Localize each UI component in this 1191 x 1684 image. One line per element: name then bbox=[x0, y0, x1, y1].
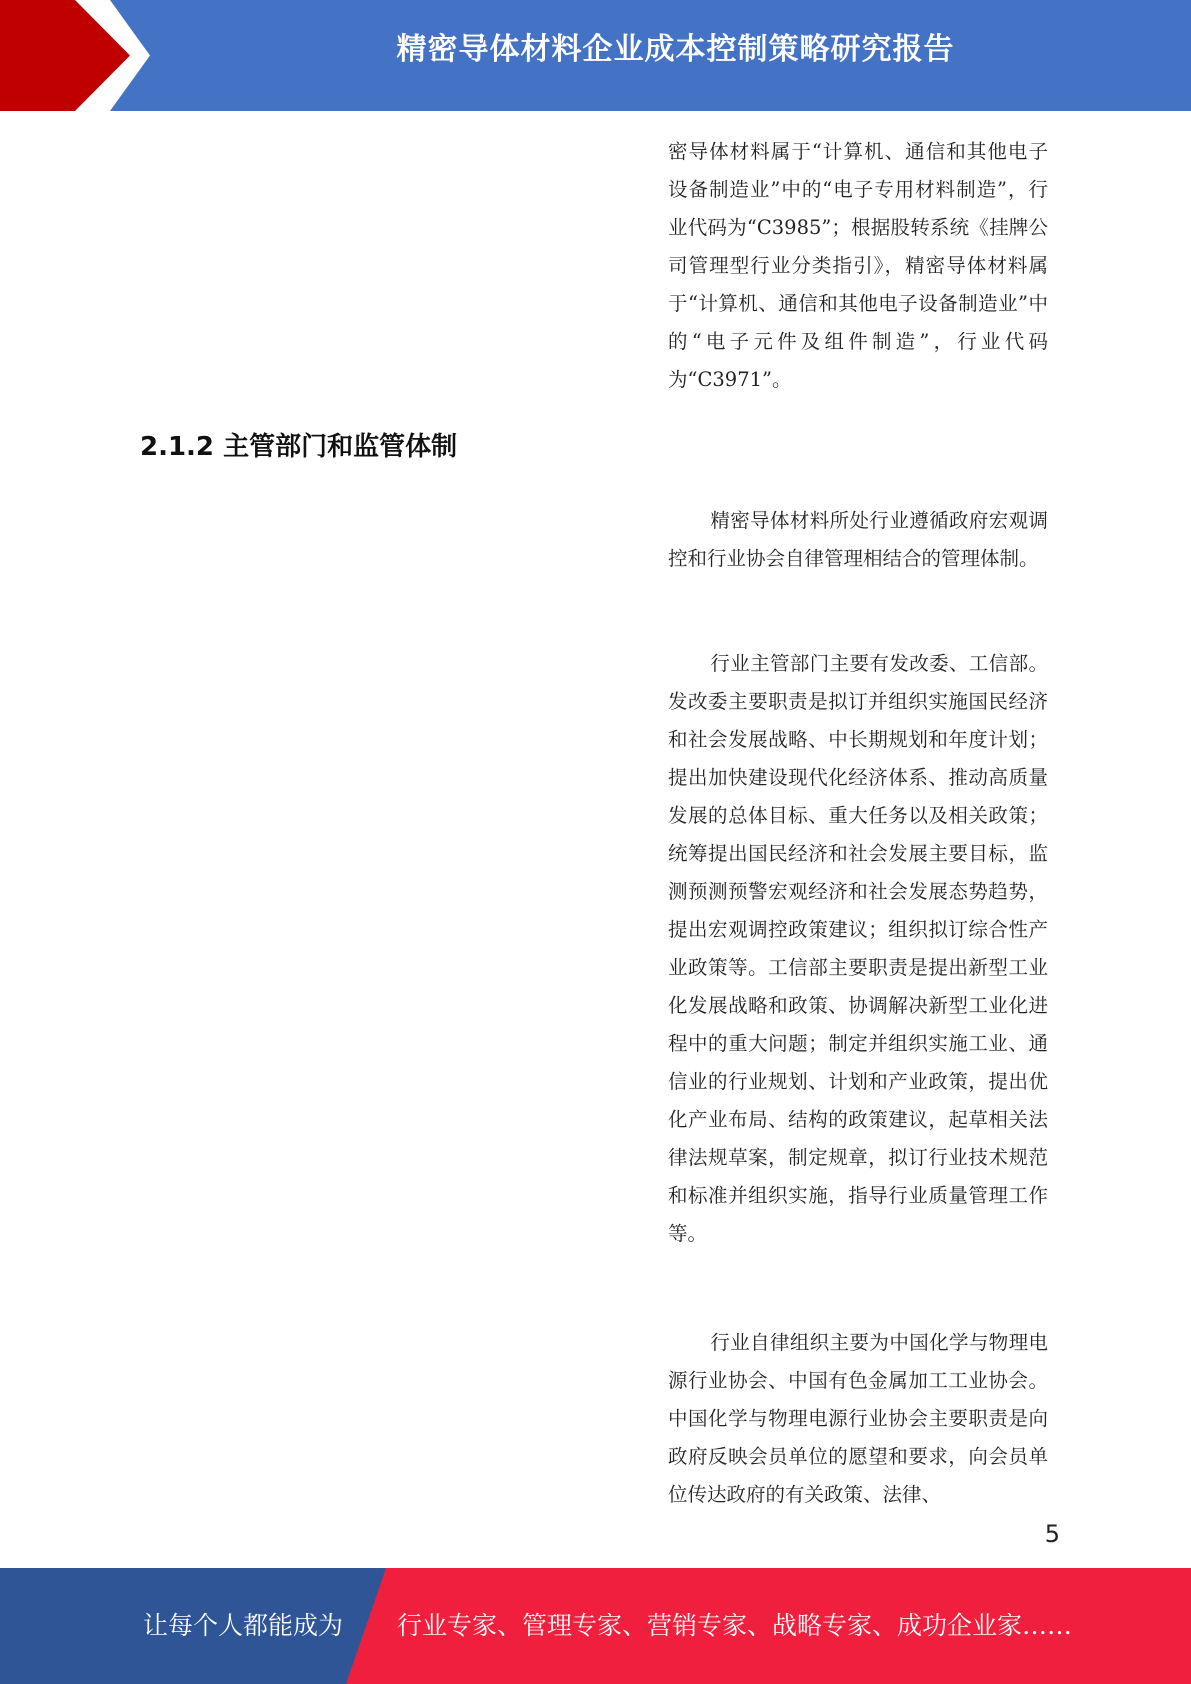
paragraph-authorities bbox=[668, 645, 1048, 1253]
footer-slogan-left: 让每个人都能成为 bbox=[143, 1611, 344, 1640]
page-header bbox=[0, 0, 1191, 111]
page-number: 5 bbox=[1044, 1520, 1060, 1548]
continued-paragraph: 密导体材料属于“计算机、通信和其他电子设备制造业”中的“电子专用材料制造”，行业代码为“C3985”；根据股转系统《挂牌公司管理型行业分类指引》，精密导体材料属于“计算机、通信和其他电子设备制造业”中的“电子元件及组件制造”，行业代码为“C3971”。 bbox=[668, 140, 1048, 391]
paragraph-text: 行业自律组织主要为中国化学与物理电源行业协会、中国有色金属加工工业协会。中国化学与物理电源行业协会主要职责是向政府反映会员单位的愿望和要求，向会员单位传达政府的有关政策、法律、 bbox=[668, 1331, 1048, 1506]
paragraph-management-system bbox=[668, 502, 1048, 578]
report-title: 精密导体材料企业成本控制策略研究报告 bbox=[396, 32, 955, 67]
footer-slogan-right: 行业专家、管理专家、营销专家、战略专家、成功企业家…… bbox=[397, 1611, 1073, 1640]
section-heading: 2.1.2 主管部门和监管体制 bbox=[140, 432, 458, 462]
paragraph-text: 精密导体材料所处行业遵循政府宏观调控和行业协会自律管理相结合的管理体制。 bbox=[668, 509, 1048, 570]
header-red-chevron bbox=[0, 0, 160, 111]
paragraph-text: 行业主管部门主要有发改委、工信部。发改委主要职责是拟订并组织实施国民经济和社会发展战略、中长期规划和年度计划；提出加快建设现代化经济体系、推动高质量发展的总体目标、重大任务以及相关政策；统筹提出国民经济和社会发展主要目标，监测预测预警宏观经济和社会发展态势趋势，提出宏观调控政策建议；组织拟订综合性产业政策等。工信部主要职责是提出新型工业化发展战略和政策、协调解决新型工业化进程中的重大问题；制定并组织实施工业、通信业的行业规划、计划和产业政策，提出优化产业布局、结构的政策建议，起草相关法律法规草案，制定规章，拟订行业技术规范和标准并组织实施，指导行业质量管理工作等。 bbox=[668, 652, 1048, 1245]
paragraph-self-regulation bbox=[668, 1324, 1048, 1514]
page-footer bbox=[0, 1568, 1191, 1684]
